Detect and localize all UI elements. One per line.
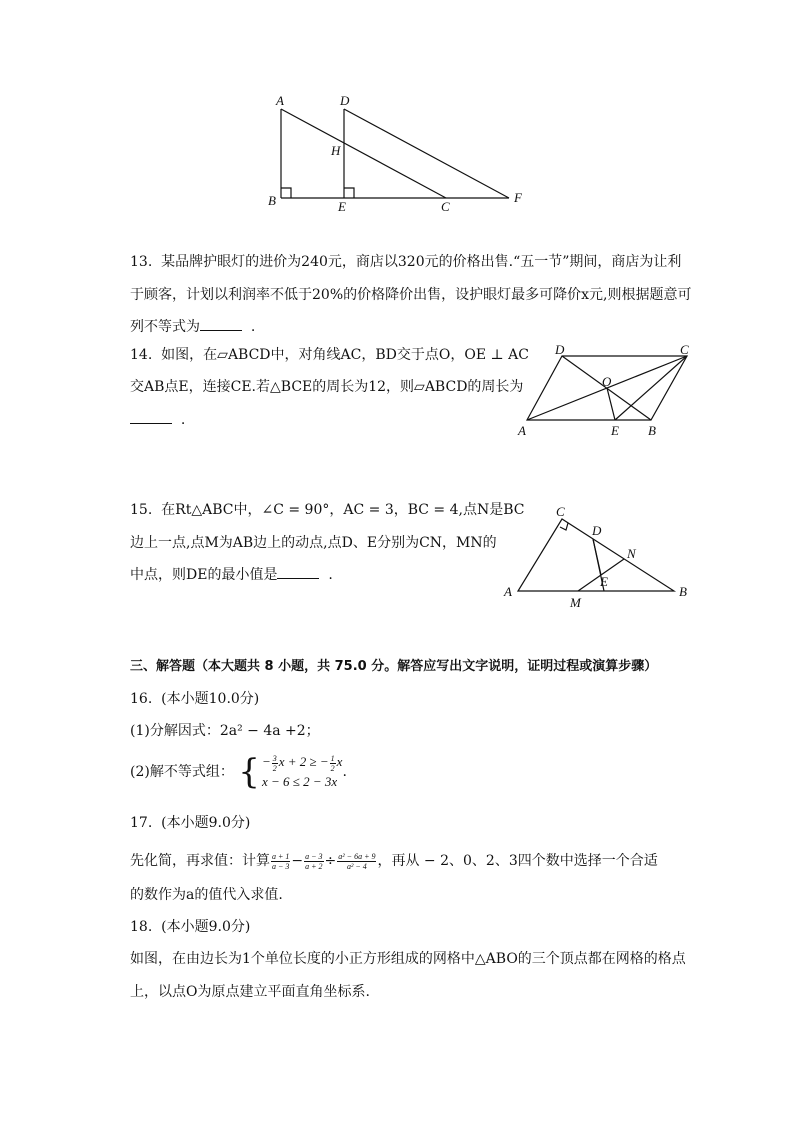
- question-text: 于顾客，计划以利润率不低于20%的价格降价出售，设护眼灯最多可降价x元,则根据题意可: [130, 287, 692, 303]
- fraction-numerator: a² − 6a + 9: [338, 851, 376, 861]
- question-17-line1: [130, 846, 658, 876]
- fraction-denominator: a² − 4: [346, 861, 367, 871]
- question-18-line2: [130, 981, 370, 1003]
- label-e: E: [611, 423, 619, 438]
- question-number: 17.: [130, 815, 153, 831]
- fraction-numerator: a + 1: [272, 851, 290, 861]
- math-operator: −: [291, 853, 304, 869]
- punctuation: .: [328, 567, 333, 583]
- question-15-line3: [130, 564, 333, 586]
- question-15-line2: [130, 532, 497, 554]
- fraction-denominator: a − 3: [272, 861, 290, 871]
- question-14-line2: [130, 376, 523, 398]
- right-angle-c: [560, 523, 568, 530]
- label-o: O: [602, 374, 612, 389]
- label-d: D: [340, 93, 350, 108]
- label-e: E: [600, 574, 608, 589]
- question-number: 14.: [130, 347, 153, 363]
- question-13-line2: [130, 284, 691, 306]
- punctuation: .: [342, 764, 347, 780]
- math-operator: ÷: [324, 853, 337, 869]
- fraction: [330, 754, 336, 773]
- inequality-1: [262, 753, 343, 773]
- fraction: [337, 852, 376, 871]
- label-n: N: [627, 546, 636, 561]
- label-d: D: [592, 523, 602, 538]
- fraction-numerator: a − 3: [305, 851, 323, 861]
- fraction: [272, 754, 278, 773]
- label-e: E: [338, 199, 346, 214]
- fraction: [304, 852, 323, 871]
- question-text: 交AB点E，连接CE.若△BCE的周长为12，则▱ABCD的周长为: [130, 379, 524, 395]
- question-17-line2: [130, 884, 283, 906]
- question-text: 某品牌护眼灯的进价为240元，商店以320元的价格出售.“五一节”期间，商店为让利: [161, 254, 682, 270]
- figure-right-triangle: [500, 502, 700, 612]
- label-a: A: [276, 93, 284, 108]
- section-title: 三、解答题（本大题共 8 小题，共 75.0 分。解答应写出文字说明，证明过程或演算步骤）: [130, 659, 658, 674]
- punctuation: .: [180, 412, 186, 428]
- math-text: x + 2 ≥ −: [278, 754, 329, 770]
- question-text: 列不等式为: [130, 319, 200, 335]
- question-text: 如图，在▱ABCD中，对角线AC，BD交于点O，OE ⊥ AC: [161, 347, 529, 363]
- question-number: 16.: [130, 691, 153, 707]
- question-text: ，再从 − 2、0、2、3四个数中选择一个合适: [377, 853, 658, 869]
- question-text: 边上一点,点M为AB边上的动点,点D、E分别为CN，MN的: [130, 535, 497, 551]
- question-16-part1: [130, 720, 320, 742]
- question-number: 15.: [130, 502, 153, 518]
- question-text: 的数作为a的值代入求值.: [130, 887, 283, 903]
- segment-de: [593, 539, 601, 575]
- label-a: A: [518, 423, 526, 438]
- answer-blank[interactable]: [200, 318, 242, 331]
- math-text: x: [336, 754, 343, 770]
- question-score: (本小题9.0分): [161, 919, 251, 935]
- answer-blank[interactable]: [277, 566, 319, 579]
- label-m: M: [570, 595, 581, 610]
- question-13: [130, 251, 681, 273]
- fraction-denominator: 2: [330, 763, 335, 773]
- question-text: 先化简，再求值：计算: [130, 853, 270, 869]
- math-text: −: [261, 754, 271, 770]
- question-score: (本小题9.0分): [161, 815, 251, 831]
- label-b: B: [268, 193, 276, 208]
- question-14-line3: [130, 409, 185, 431]
- question-16: [130, 688, 259, 710]
- inequality-system: [238, 753, 342, 791]
- figure-triangles: [262, 90, 532, 215]
- fraction-denominator: a + 2: [305, 861, 323, 871]
- question-text: 上，以点O为原点建立平面直角坐标系.: [130, 984, 370, 1000]
- brace-icon: {: [238, 751, 260, 792]
- label-c: C: [441, 199, 450, 214]
- question-13-line3: [130, 316, 255, 338]
- question-text: 如图，在由边长为1个单位长度的小正方形组成的网格中△ABO的三个顶点都在网格的格点: [130, 951, 686, 967]
- label-b: B: [648, 423, 656, 438]
- right-angle-b: [281, 188, 291, 198]
- question-text: (1)分解因式：2a² − 4a +2；: [130, 723, 320, 739]
- question-14: [130, 344, 529, 366]
- label-a: A: [504, 584, 512, 599]
- question-17: [130, 812, 250, 834]
- label-b: B: [679, 584, 687, 599]
- label-d: D: [555, 343, 565, 357]
- question-16-part2: [130, 752, 347, 792]
- fraction-numerator: 1: [330, 753, 335, 763]
- label-f: F: [514, 190, 522, 205]
- fraction: [271, 852, 290, 871]
- segment-df: [344, 109, 509, 198]
- segment-ce: [615, 356, 687, 420]
- figure-parallelogram: [510, 343, 700, 441]
- label-c: C: [680, 343, 689, 357]
- punctuation: .: [250, 319, 256, 335]
- question-18: [130, 916, 250, 938]
- inequality-2: x − 6 ≤ 2 − 3x: [261, 773, 338, 789]
- question-text: (2)解不等式组：: [130, 764, 234, 780]
- question-text: 在Rt△ABC中，∠C = 90°，AC = 3，BC = 4,点N是BC: [161, 502, 525, 518]
- question-number: 13.: [130, 254, 153, 270]
- question-text: 中点，则DE的最小值是: [130, 567, 278, 583]
- right-angle-e: [344, 188, 354, 198]
- question-18-line1: [130, 948, 686, 970]
- question-15: [130, 499, 524, 521]
- question-score: (本小题10.0分): [161, 691, 260, 707]
- question-number: 18.: [130, 919, 153, 935]
- label-c: C: [556, 504, 565, 519]
- answer-blank[interactable]: [130, 411, 172, 424]
- label-h: H: [331, 143, 341, 158]
- fraction-numerator: 3: [272, 753, 277, 763]
- section-heading: [130, 656, 657, 678]
- fraction-denominator: 2: [272, 763, 277, 773]
- segment-ac: [281, 109, 446, 198]
